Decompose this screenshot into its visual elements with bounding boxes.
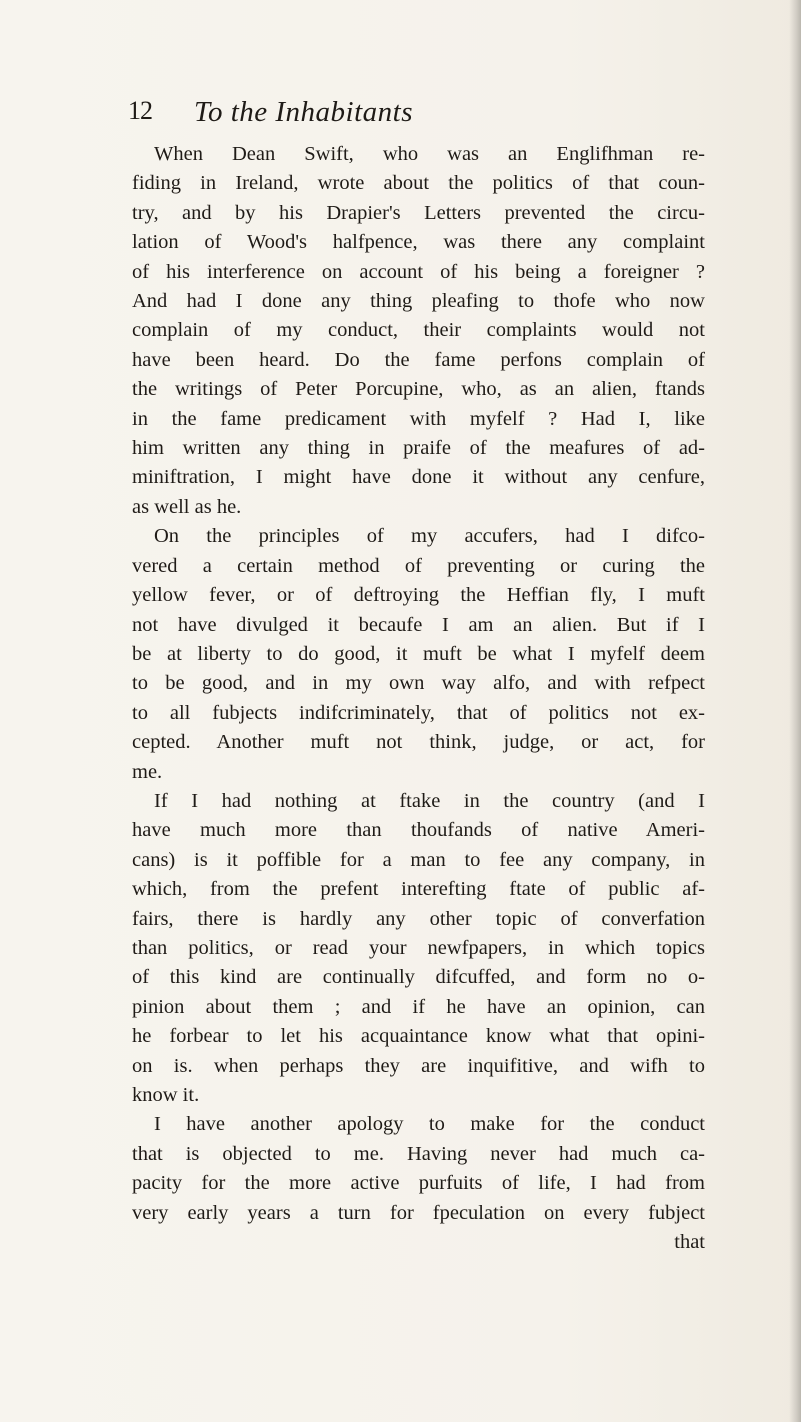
text-line: I have another apology to make for the conduct (154, 1113, 705, 1136)
text-line: me. (132, 760, 163, 783)
page-number: 12 (128, 96, 152, 125)
text-line: be at liberty to do good, it muft be what I myfelf deem (132, 642, 705, 665)
text-line: vered a certain method of preventing or curing the (132, 554, 705, 577)
text-line: complain of my conduct, their complaints would not (132, 319, 705, 342)
text-line: pacity for the more active purfuits of life, I had from (132, 1172, 705, 1195)
text-line: fiding in Ireland, wrote about the politics of that coun- (132, 172, 705, 195)
text-line: have much more than thoufands of native Ameri- (132, 819, 705, 842)
text-line: that is objected to me. Having never had much ca- (132, 1142, 705, 1165)
running-head: To the Inhabitants (194, 96, 414, 128)
text-line: cans) is it poffible for a man to fee any company, in (132, 848, 705, 871)
text-line: cepted. Another muft not think, judge, or act, for (132, 731, 705, 754)
text-line: not have divulged it becaufe I am an alien. But if I (132, 613, 705, 636)
body-text (132, 140, 705, 1257)
paragraph-1 (132, 140, 705, 522)
text-line: lation of Wood's halfpence, was there any complaint (132, 231, 705, 254)
text-line: than politics, or read your newfpapers, in which topics (132, 936, 705, 959)
text-line: in the fame predicament with myfelf ? Had I, like (132, 407, 705, 430)
paragraph-4 (132, 1110, 705, 1228)
text-line: try, and by his Drapier's Letters prevented the circu- (132, 201, 705, 224)
text-line: of this kind are continually difcuffed, and form no o- (132, 966, 705, 989)
text-line: of his interference on account of his being a foreigner ? (132, 260, 705, 283)
page-edge-shadow (789, 0, 801, 1422)
text-line: yellow fever, or of deftroying the Heffian fly, I muft (132, 584, 705, 607)
text-line: the writings of Peter Porcupine, who, as an alien, ftands (132, 378, 705, 401)
catchword: that (674, 1231, 705, 1254)
text-line: he forbear to let his acquaintance know what that opini- (132, 1025, 705, 1048)
text-line: know it. (132, 1084, 200, 1106)
text-line: as well as he. (132, 495, 242, 518)
text-line: pinion about them ; and if he have an opinion, can (132, 995, 705, 1018)
text-line: on is. when perhaps they are inquifitive, and wifh to (132, 1054, 705, 1077)
text-line: to be good, and in my own way alfo, and with refpect (132, 672, 705, 695)
paragraph-2 (132, 522, 705, 787)
text-line: miniftration, I might have done it without any cenfure, (132, 466, 705, 489)
text-line: And had I done any thing pleafing to thofe who now (132, 290, 705, 313)
text-line: him written any thing in praife of the meafures of ad- (132, 437, 705, 460)
text-line: to all fubjects indifcriminately, that of politics not ex- (132, 701, 705, 724)
text-line: fairs, there is hardly any other topic of converfation (132, 907, 705, 930)
text-line: which, from the prefent interefting ftate of public af- (132, 878, 705, 901)
text-line: have been heard. Do the fame perfons complain of (132, 348, 705, 371)
paragraph-3 (132, 787, 705, 1110)
text-line: If I had nothing at ftake in the country (and I (154, 789, 705, 812)
text-line: When Dean Swift, who was an Englifhman re- (154, 143, 705, 165)
text-line: On the principles of my accufers, had I difco- (154, 525, 705, 548)
text-line: very early years a turn for fpeculation on every fubject (132, 1201, 705, 1224)
